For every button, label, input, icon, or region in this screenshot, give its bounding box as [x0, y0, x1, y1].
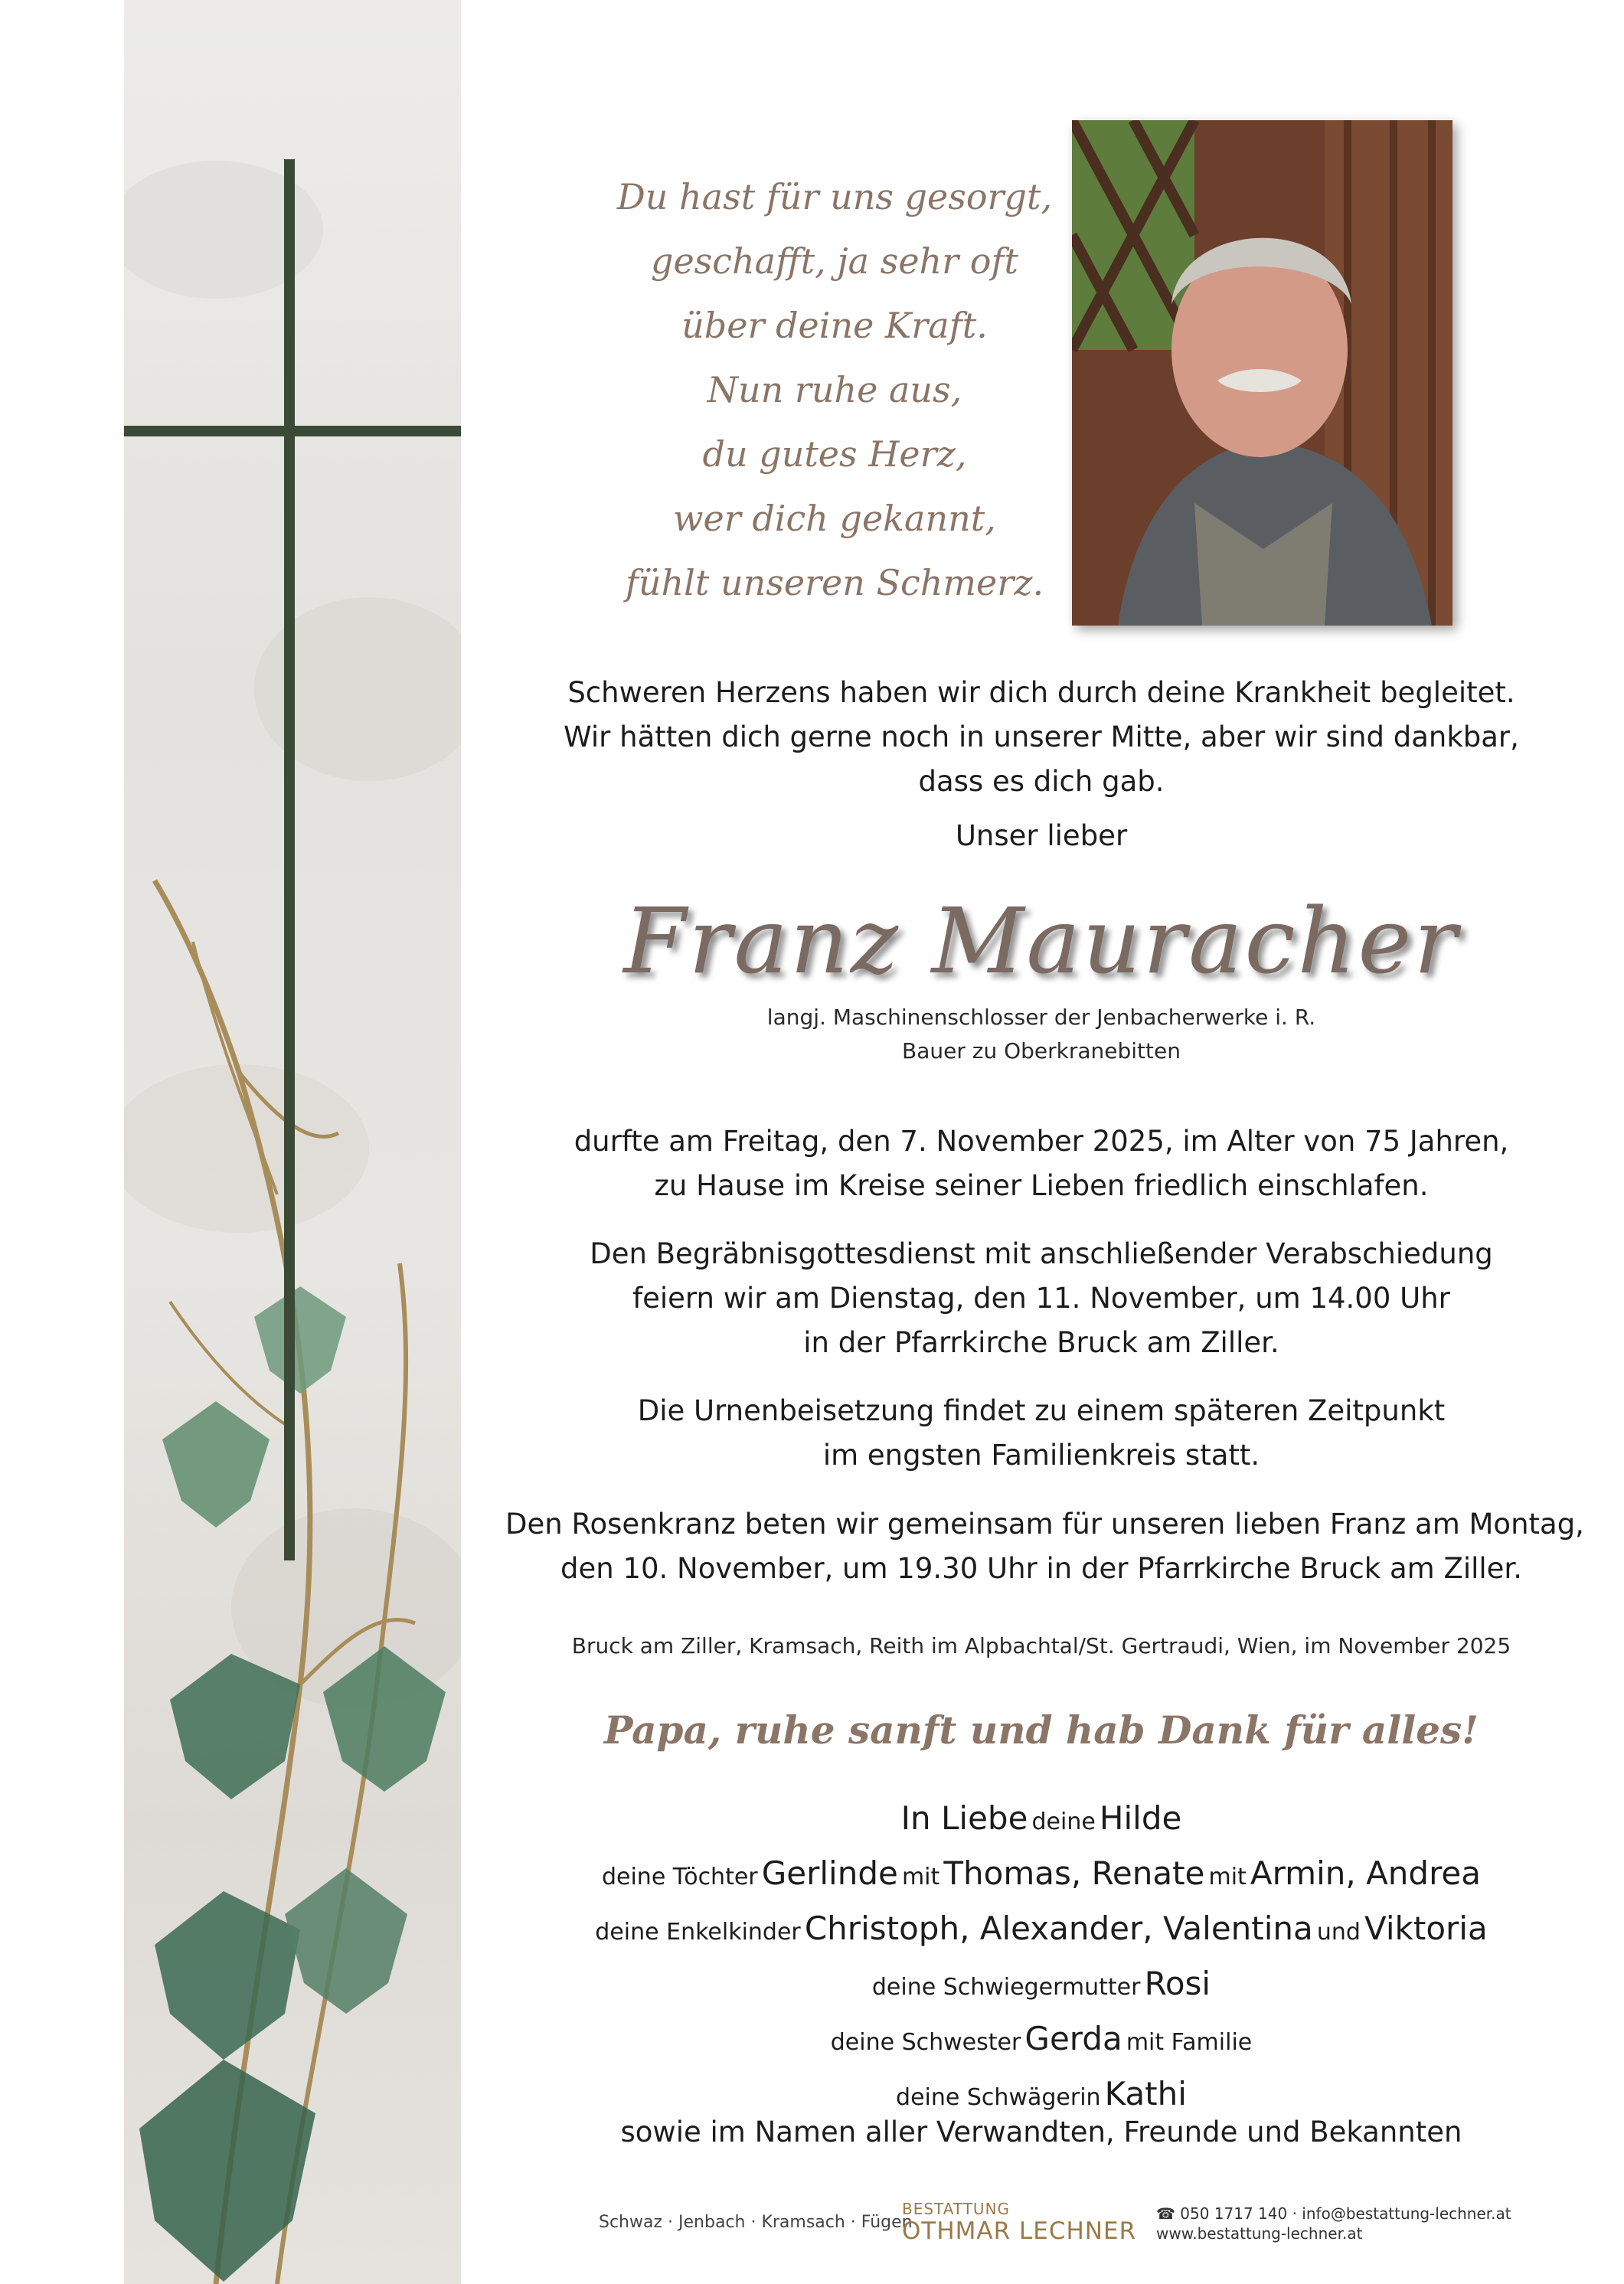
family-row-sister-in-law: deine Schwägerin Kathi	[896, 2075, 1187, 2112]
poem-line: du gutes Herz,	[702, 433, 967, 475]
intro-prefix: Unser lieber	[955, 819, 1128, 852]
intro-paragraph	[505, 671, 1577, 804]
cross-vertical-bar	[284, 159, 295, 1560]
intro-line: dass es dich gab.	[918, 765, 1165, 798]
deceased-farm: Bauer zu Oberkranebitten	[902, 1038, 1181, 1064]
intro-line: Schweren Herzens haben wir dich durch deine Krankheit begleitet.	[567, 676, 1515, 709]
portrait-illustration	[1072, 120, 1452, 626]
cross-horizontal-bar	[124, 426, 461, 436]
poem-line: geschafft, ja sehr oft	[651, 240, 1018, 282]
places-date: Bruck am Ziller, Kramsach, Reith im Alpbachtal/St. Gertraudi, Wien, im November 2025	[571, 1633, 1511, 1658]
urn-paragraph	[505, 1389, 1577, 1478]
funeral-home-logo	[902, 2200, 1136, 2244]
funeral-paragraph	[505, 1232, 1577, 1365]
rosary-paragraph	[505, 1502, 1584, 1591]
family-row-mother-in-law: deine Schwiegermutter Rosi	[871, 1965, 1211, 2002]
death-line: durfte am Freitag, den 7. November 2025, im Alter von 75 Jahren,	[573, 1125, 1509, 1158]
death-line: zu Hause im Kreise seiner Lieben friedlich einschlafen.	[654, 1169, 1429, 1202]
family-list	[505, 1794, 1577, 2125]
funeral-line: in der Pfarrkirche Bruck am Ziller.	[803, 1326, 1279, 1359]
poem-line: Du hast für uns gesorgt,	[616, 176, 1053, 217]
family-row-sister: deine Schwester Gerda mit Familie	[830, 2020, 1253, 2057]
intro-line: Wir hätten dich gerne noch in unserer Mitte, aber wir sind dankbar,	[564, 720, 1519, 753]
footer-contact	[1156, 2204, 1511, 2243]
family-row-spouse: In Liebe deine Hilde	[900, 1799, 1182, 1837]
poem-line: wer dich gekannt,	[673, 498, 996, 539]
deceased-occupation: langj. Maschinenschlosser der Jenbacherwerke i. R.	[766, 1005, 1316, 1030]
family-row-daughters: deine Töchter Gerlinde mit Thomas, Renate mit Armin, Andrea	[601, 1854, 1482, 1892]
rosary-line: Den Rosenkranz beten wir gemeinsam für unseren lieben Franz am Montag,	[505, 1508, 1584, 1541]
contact-website[interactable]: www.bestattung-lechner.at	[1156, 2224, 1363, 2243]
poem-line: Nun ruhe aus,	[707, 369, 962, 410]
poem-line: über deine Kraft.	[681, 305, 988, 346]
brand-line-1: BESTATTUNG	[902, 2200, 1011, 2218]
deceased-title	[505, 1001, 1577, 1068]
urn-line: im engsten Familienkreis statt.	[822, 1439, 1260, 1472]
closing-line: Papa, ruhe sanft und hab Dank für alles!	[603, 1707, 1479, 1753]
funeral-line: feiern wir am Dienstag, den 11. November, um 14.00 Uhr	[632, 1282, 1450, 1315]
deceased-name: Franz Mauracher	[623, 888, 1459, 994]
brand-line-2: OTHMAR LECHNER	[902, 2217, 1137, 2245]
footer-locations: Schwaz · Jenbach · Kramsach · Fügen	[599, 2213, 913, 2232]
family-final-line: sowie im Namen aller Verwandten, Freunde und Bekannten	[620, 2116, 1462, 2148]
memorial-poem	[567, 165, 1103, 615]
portrait-photo	[1072, 120, 1452, 626]
contact-phone-email[interactable]: ☎ 050 1717 140 · info@bestattung-lechner.at	[1156, 2204, 1511, 2223]
rosary-line: den 10. November, um 19.30 Uhr in der Pfarrkirche Bruck am Ziller.	[560, 1552, 1522, 1585]
death-paragraph	[505, 1119, 1577, 1208]
poem-line: fühlt unseren Schmerz.	[625, 562, 1044, 603]
urn-line: Die Urnenbeisetzung findet zu einem späteren Zeitpunkt	[637, 1394, 1446, 1427]
funeral-line: Den Begräbnisgottesdienst mit anschließender Verabschiedung	[590, 1237, 1493, 1270]
family-row-grandchildren: deine Enkelkinder Christoph, Alexander, Valentina und Viktoria	[595, 1910, 1488, 1947]
